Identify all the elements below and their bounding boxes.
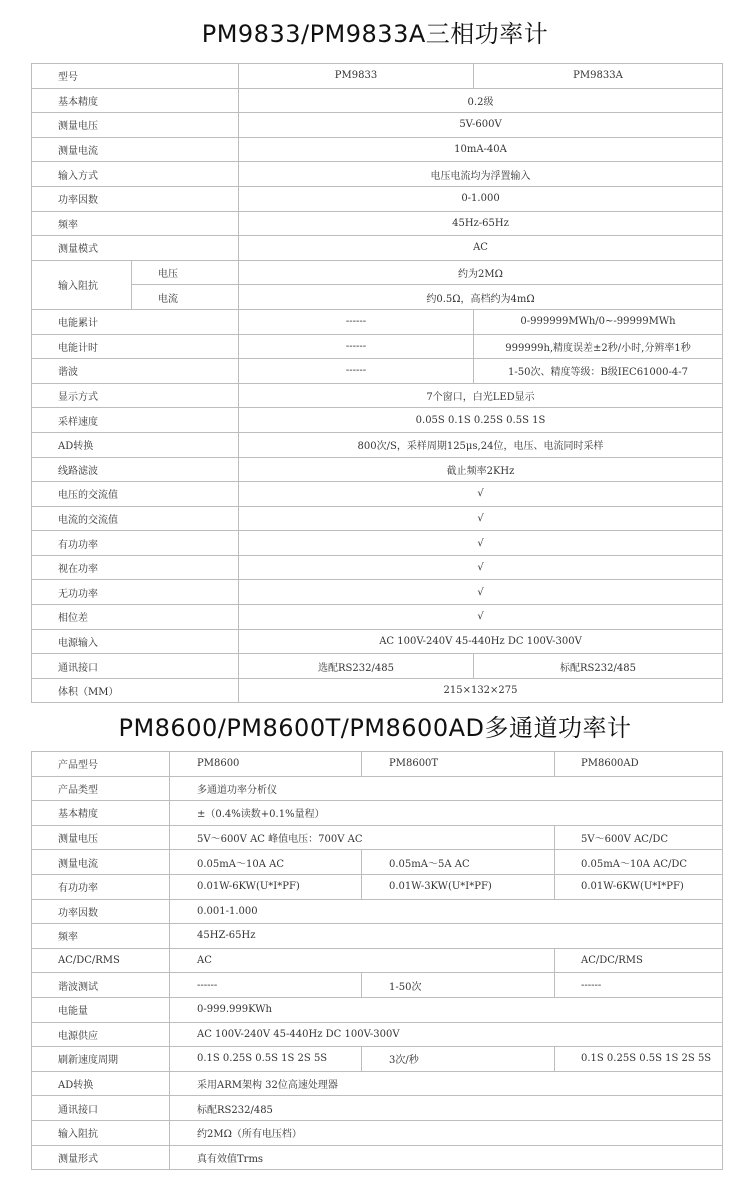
row-label: 电能计时 [32, 334, 239, 359]
table-row [32, 1047, 723, 1072]
table-row [32, 482, 723, 507]
table-row [32, 825, 723, 850]
row-label: 有功功率 [32, 531, 239, 556]
row-label: 相位差 [32, 605, 239, 630]
table-row [32, 776, 723, 801]
row-value-a: ------ [239, 334, 474, 359]
table-row [32, 88, 723, 113]
pm9833-spec-table [31, 63, 723, 703]
row-value: ±（0.4%读数+0.1%量程） [170, 801, 723, 826]
row-label: 测量电压 [32, 825, 170, 850]
impedance-voltage-value: 约为2MΩ [239, 260, 723, 285]
table-row [32, 948, 723, 973]
table-row [32, 874, 723, 899]
row-value: 多通道功率分析仪 [170, 776, 723, 801]
row-label: 基本精度 [32, 88, 239, 113]
row-label: 电能累计 [32, 309, 239, 334]
row-value: 0.05S 0.1S 0.25S 0.5S 1S [239, 408, 723, 433]
table-row [32, 186, 723, 211]
check-mark: √ [239, 580, 723, 605]
row-value-b: 3次/秒 [362, 1047, 555, 1072]
row-label: 产品型号 [32, 752, 170, 777]
row-value: 真有效值Trms [170, 1145, 723, 1170]
table-row [32, 334, 723, 359]
row-value: 5V-600V [239, 113, 723, 138]
row-value-c: 0.05mA～10A AC/DC [555, 850, 723, 875]
row-label: 电源输入 [32, 629, 239, 654]
row-value: 电压电流均为浮置输入 [239, 162, 723, 187]
row-label: 基本精度 [32, 801, 170, 826]
row-value-b: 标配RS232/485 [474, 654, 723, 679]
row-label: 线路滤波 [32, 457, 239, 482]
row-value-c: 5V～600V AC/DC [555, 825, 723, 850]
table-row [32, 408, 723, 433]
row-value-b: 0.05mA～5A AC [362, 850, 555, 875]
table-row [32, 605, 723, 630]
row-label: 电能量 [32, 997, 170, 1022]
row-value: 截止频率2KHz [239, 457, 723, 482]
row-label: 通讯接口 [32, 1096, 170, 1121]
row-label: 测量模式 [32, 236, 239, 261]
table-row [32, 260, 723, 285]
table-row [32, 1120, 723, 1145]
row-label: 功率因数 [32, 186, 239, 211]
table-row [32, 629, 723, 654]
row-label: 频率 [32, 924, 170, 949]
row-label: 测量形式 [32, 1145, 170, 1170]
impedance-current-value: 约0.5Ω，高档约为4mΩ [239, 285, 723, 310]
row-value-b: 1-50次 [362, 973, 555, 998]
row-value: 215×132×275 [239, 678, 723, 703]
row-label: 输入方式 [32, 162, 239, 187]
model-b: PM8600T [362, 752, 555, 777]
row-label: 体积（MM） [32, 678, 239, 703]
model-b: PM9833A [474, 64, 723, 89]
table-row [32, 506, 723, 531]
table-row [32, 973, 723, 998]
row-label: 测量电流 [32, 137, 239, 162]
row-value-c: 0.1S 0.25S 0.5S 1S 2S 5S [555, 1047, 723, 1072]
impedance-label: 输入阻抗 [32, 260, 132, 309]
row-label: 视在功率 [32, 555, 239, 580]
row-label: 无功功率 [32, 580, 239, 605]
table-row [32, 432, 723, 457]
row-label: 产品类型 [32, 776, 170, 801]
table-row [32, 997, 723, 1022]
row-value: AC 100V-240V 45-440Hz DC 100V-300V [239, 629, 723, 654]
table1-title: PM9833/PM9833A三相功率计 [201, 20, 549, 48]
row-value-c: AC/DC/RMS [555, 948, 723, 973]
table-row [32, 285, 723, 310]
row-label: 显示方式 [32, 383, 239, 408]
row-value: 10mA-40A [239, 137, 723, 162]
row-label: 通讯接口 [32, 654, 239, 679]
row-label: 功率因数 [32, 899, 170, 924]
table-row [32, 211, 723, 236]
row-label: AD转换 [32, 1071, 170, 1096]
table-row [32, 309, 723, 334]
table-row [32, 899, 723, 924]
row-label: 电源供应 [32, 1022, 170, 1047]
row-value-a: ------ [239, 309, 474, 334]
table-row [32, 137, 723, 162]
row-label: 电压的交流值 [32, 482, 239, 507]
row-label: AC/DC/RMS [32, 948, 170, 973]
table-row [32, 580, 723, 605]
row-value-a: 0.1S 0.25S 0.5S 1S 2S 5S [170, 1047, 362, 1072]
impedance-current-label: 电流 [132, 285, 239, 310]
row-label: 测量电压 [32, 113, 239, 138]
row-value: AC 100V-240V 45-440Hz DC 100V-300V [170, 1022, 723, 1047]
row-value-c: 0.01W-6KW(U*I*PF) [555, 874, 723, 899]
pm8600-spec-table [31, 751, 723, 1170]
row-value-c: ------ [555, 973, 723, 998]
row-value: 0.001-1.000 [170, 899, 723, 924]
check-mark: √ [239, 482, 723, 507]
row-label: AD转换 [32, 432, 239, 457]
table-row [32, 654, 723, 679]
row-label: 刷新速度周期 [32, 1047, 170, 1072]
row-label: 电流的交流值 [32, 506, 239, 531]
table-row [32, 1145, 723, 1170]
row-value-a: ------ [170, 973, 362, 998]
table-row [32, 678, 723, 703]
table-row [32, 555, 723, 580]
row-value: 800次/S，采样周期125μs,24位，电压、电流同时采样 [239, 432, 723, 457]
row-label: 频率 [32, 211, 239, 236]
table-row [32, 113, 723, 138]
check-mark: √ [239, 531, 723, 556]
row-value: 45HZ-65Hz [170, 924, 723, 949]
row-value-a: ------ [239, 359, 474, 384]
table-row [32, 801, 723, 826]
table-row [32, 383, 723, 408]
row-value-ab: 5V～600V AC 峰值电压：700V AC [170, 825, 555, 850]
row-value-ab: AC [170, 948, 555, 973]
row-label: 采样速度 [32, 408, 239, 433]
row-label: 输入阻抗 [32, 1120, 170, 1145]
table-row [32, 359, 723, 384]
table-row [32, 1022, 723, 1047]
table-row [32, 924, 723, 949]
row-value-a: 0.05mA～10A AC [170, 850, 362, 875]
table-row [32, 236, 723, 261]
row-value: 0-1.000 [239, 186, 723, 211]
impedance-voltage-label: 电压 [132, 260, 239, 285]
row-value: 约2MΩ（所有电压档） [170, 1120, 723, 1145]
table2-title: PM8600/PM8600T/PM8600AD多通道功率计 [118, 714, 632, 742]
row-value-b: 999999h,精度误差±2秒/小时,分辨率1秒 [474, 334, 723, 359]
table-row [32, 1096, 723, 1121]
table-row [32, 752, 723, 777]
row-value-a: 0.01W-6KW(U*I*PF) [170, 874, 362, 899]
table-row [32, 531, 723, 556]
table-row [32, 457, 723, 482]
row-value-b: 0.01W-3KW(U*I*PF) [362, 874, 555, 899]
table-row [32, 162, 723, 187]
row-value: 7个窗口，白光LED显示 [239, 383, 723, 408]
check-mark: √ [239, 555, 723, 580]
table-row [32, 850, 723, 875]
table-row [32, 1071, 723, 1096]
row-value: 45Hz-65Hz [239, 211, 723, 236]
row-label: 有功功率 [32, 874, 170, 899]
row-value: 采用ARM架构 32位高速处理器 [170, 1071, 723, 1096]
row-value: 0-999.999KWh [170, 997, 723, 1022]
check-mark: √ [239, 605, 723, 630]
row-value: 标配RS232/485 [170, 1096, 723, 1121]
row-value-b: 1-50次、精度等级：B级IEC61000-4-7 [474, 359, 723, 384]
table-row [32, 64, 723, 89]
row-value: 0.2级 [239, 88, 723, 113]
row-value: AC [239, 236, 723, 261]
model-a: PM8600 [170, 752, 362, 777]
check-mark: √ [239, 506, 723, 531]
model-c: PM8600AD [555, 752, 723, 777]
row-label: 测量电流 [32, 850, 170, 875]
row-value-a: 选配RS232/485 [239, 654, 474, 679]
model-a: PM9833 [239, 64, 474, 89]
row-label: 谐波 [32, 359, 239, 384]
row-label: 型号 [32, 64, 239, 89]
row-value-b: 0-999999MWh/0~-99999MWh [474, 309, 723, 334]
row-label: 谐波测试 [32, 973, 170, 998]
